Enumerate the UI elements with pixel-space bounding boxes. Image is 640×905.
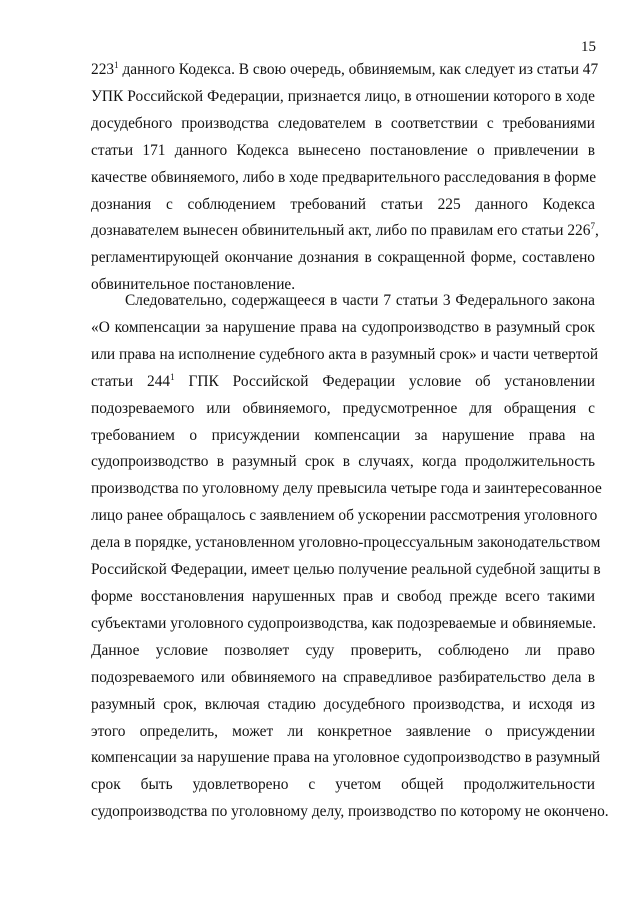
text-line: срок быть удовлетворено с учетом общей продолжительности <box>91 776 595 794</box>
text-line: разумный срок, включая стадию досудебного производства, и исходя из <box>91 695 595 713</box>
text-line: статьи 171 данного Кодекса вынесено постановление о привлечении в <box>91 141 595 159</box>
text-line: УПК Российской Федерации, признается лицо, в отношении которого в ходе <box>91 87 595 105</box>
text-line: субъектами уголовного судопроизводства, как подозреваемые и обвиняемые. <box>91 614 597 632</box>
text-line: требованием о присуждении компенсации за нарушение права на <box>91 426 595 444</box>
text-line: Данное условие позволяет суду проверить, соблюдено ли право <box>91 641 595 659</box>
superscript: 1 <box>170 371 175 382</box>
text-line: форме восстановления нарушенных прав и свобод прежде всего такими <box>91 587 595 605</box>
text-fragment: 223 <box>91 61 115 78</box>
text-fragment: дознавателем вынесен обвинительный акт, либо по правилам его статьи 226 <box>91 222 591 240</box>
text-fragment: , <box>594 222 599 240</box>
text-line <box>91 369 595 396</box>
text-line: «О компенсации за нарушение права на судопроизводство в разумный срок <box>91 318 595 336</box>
text-line: обвинительное постановление. <box>91 276 296 294</box>
text-line: или права на исполнение судебного акта в разумный срок» и части четвертой <box>91 345 599 363</box>
text-line: регламентирующей окончание дознания в сокращенной форме, составлено <box>91 249 595 267</box>
text-line <box>91 57 599 84</box>
text-fragment: ГПК Российской Федерации условие об установлении <box>174 372 596 390</box>
paragraph-2 <box>91 288 609 826</box>
text-line: лицо ранее обращалось с заявлением об ускорении рассмотрения уголовного <box>91 507 598 525</box>
page-number: 15 <box>581 39 596 55</box>
text-line: компенсации за нарушение права на уголовное судопроизводство в разумный <box>91 749 601 767</box>
text-line: производства по уголовному делу превысила четыре года и заинтересованное <box>91 480 602 498</box>
superscript: 7 <box>590 221 595 232</box>
text-line: подозреваемого или обвиняемого, предусмотренное для обращения с <box>91 399 595 417</box>
text-line: досудебного производства следователем в соответствии с требованиями <box>91 114 595 132</box>
superscript: 1 <box>114 60 119 70</box>
text-line: дознания с соблюдением требований статьи 225 данного Кодекса <box>91 195 595 213</box>
text-line: дела в порядке, установленном уголовно-процессуальным законодательством <box>91 534 601 552</box>
text-fragment: статьи 244 <box>91 372 171 390</box>
text-line: судопроизводство в разумный срок в случаях, когда продолжительность <box>91 453 595 471</box>
text-line: Следовательно, содержащееся в части 7 статьи 3 Федерального закона <box>125 292 595 309</box>
text-fragment: данного Кодекса. В свою очередь, обвиняемым, как следует из статьи 47 <box>118 61 599 78</box>
text-line: этого определить, может ли конкретное заявление о присуждении <box>91 722 595 740</box>
paragraph-1 <box>91 57 599 299</box>
text-line: судопроизводства по уголовному делу, производство по которому не окончено. <box>91 803 609 821</box>
text-line: подозреваемого или обвиняемого на справедливое разбирательство дела в <box>91 668 595 686</box>
text-line: качестве обвиняемого, либо в ходе предварительного расследования в форме <box>91 168 597 186</box>
text-line: Российской Федерации, имеет целью получение реальной судебной защиты в <box>91 561 601 579</box>
text-line <box>91 218 599 245</box>
